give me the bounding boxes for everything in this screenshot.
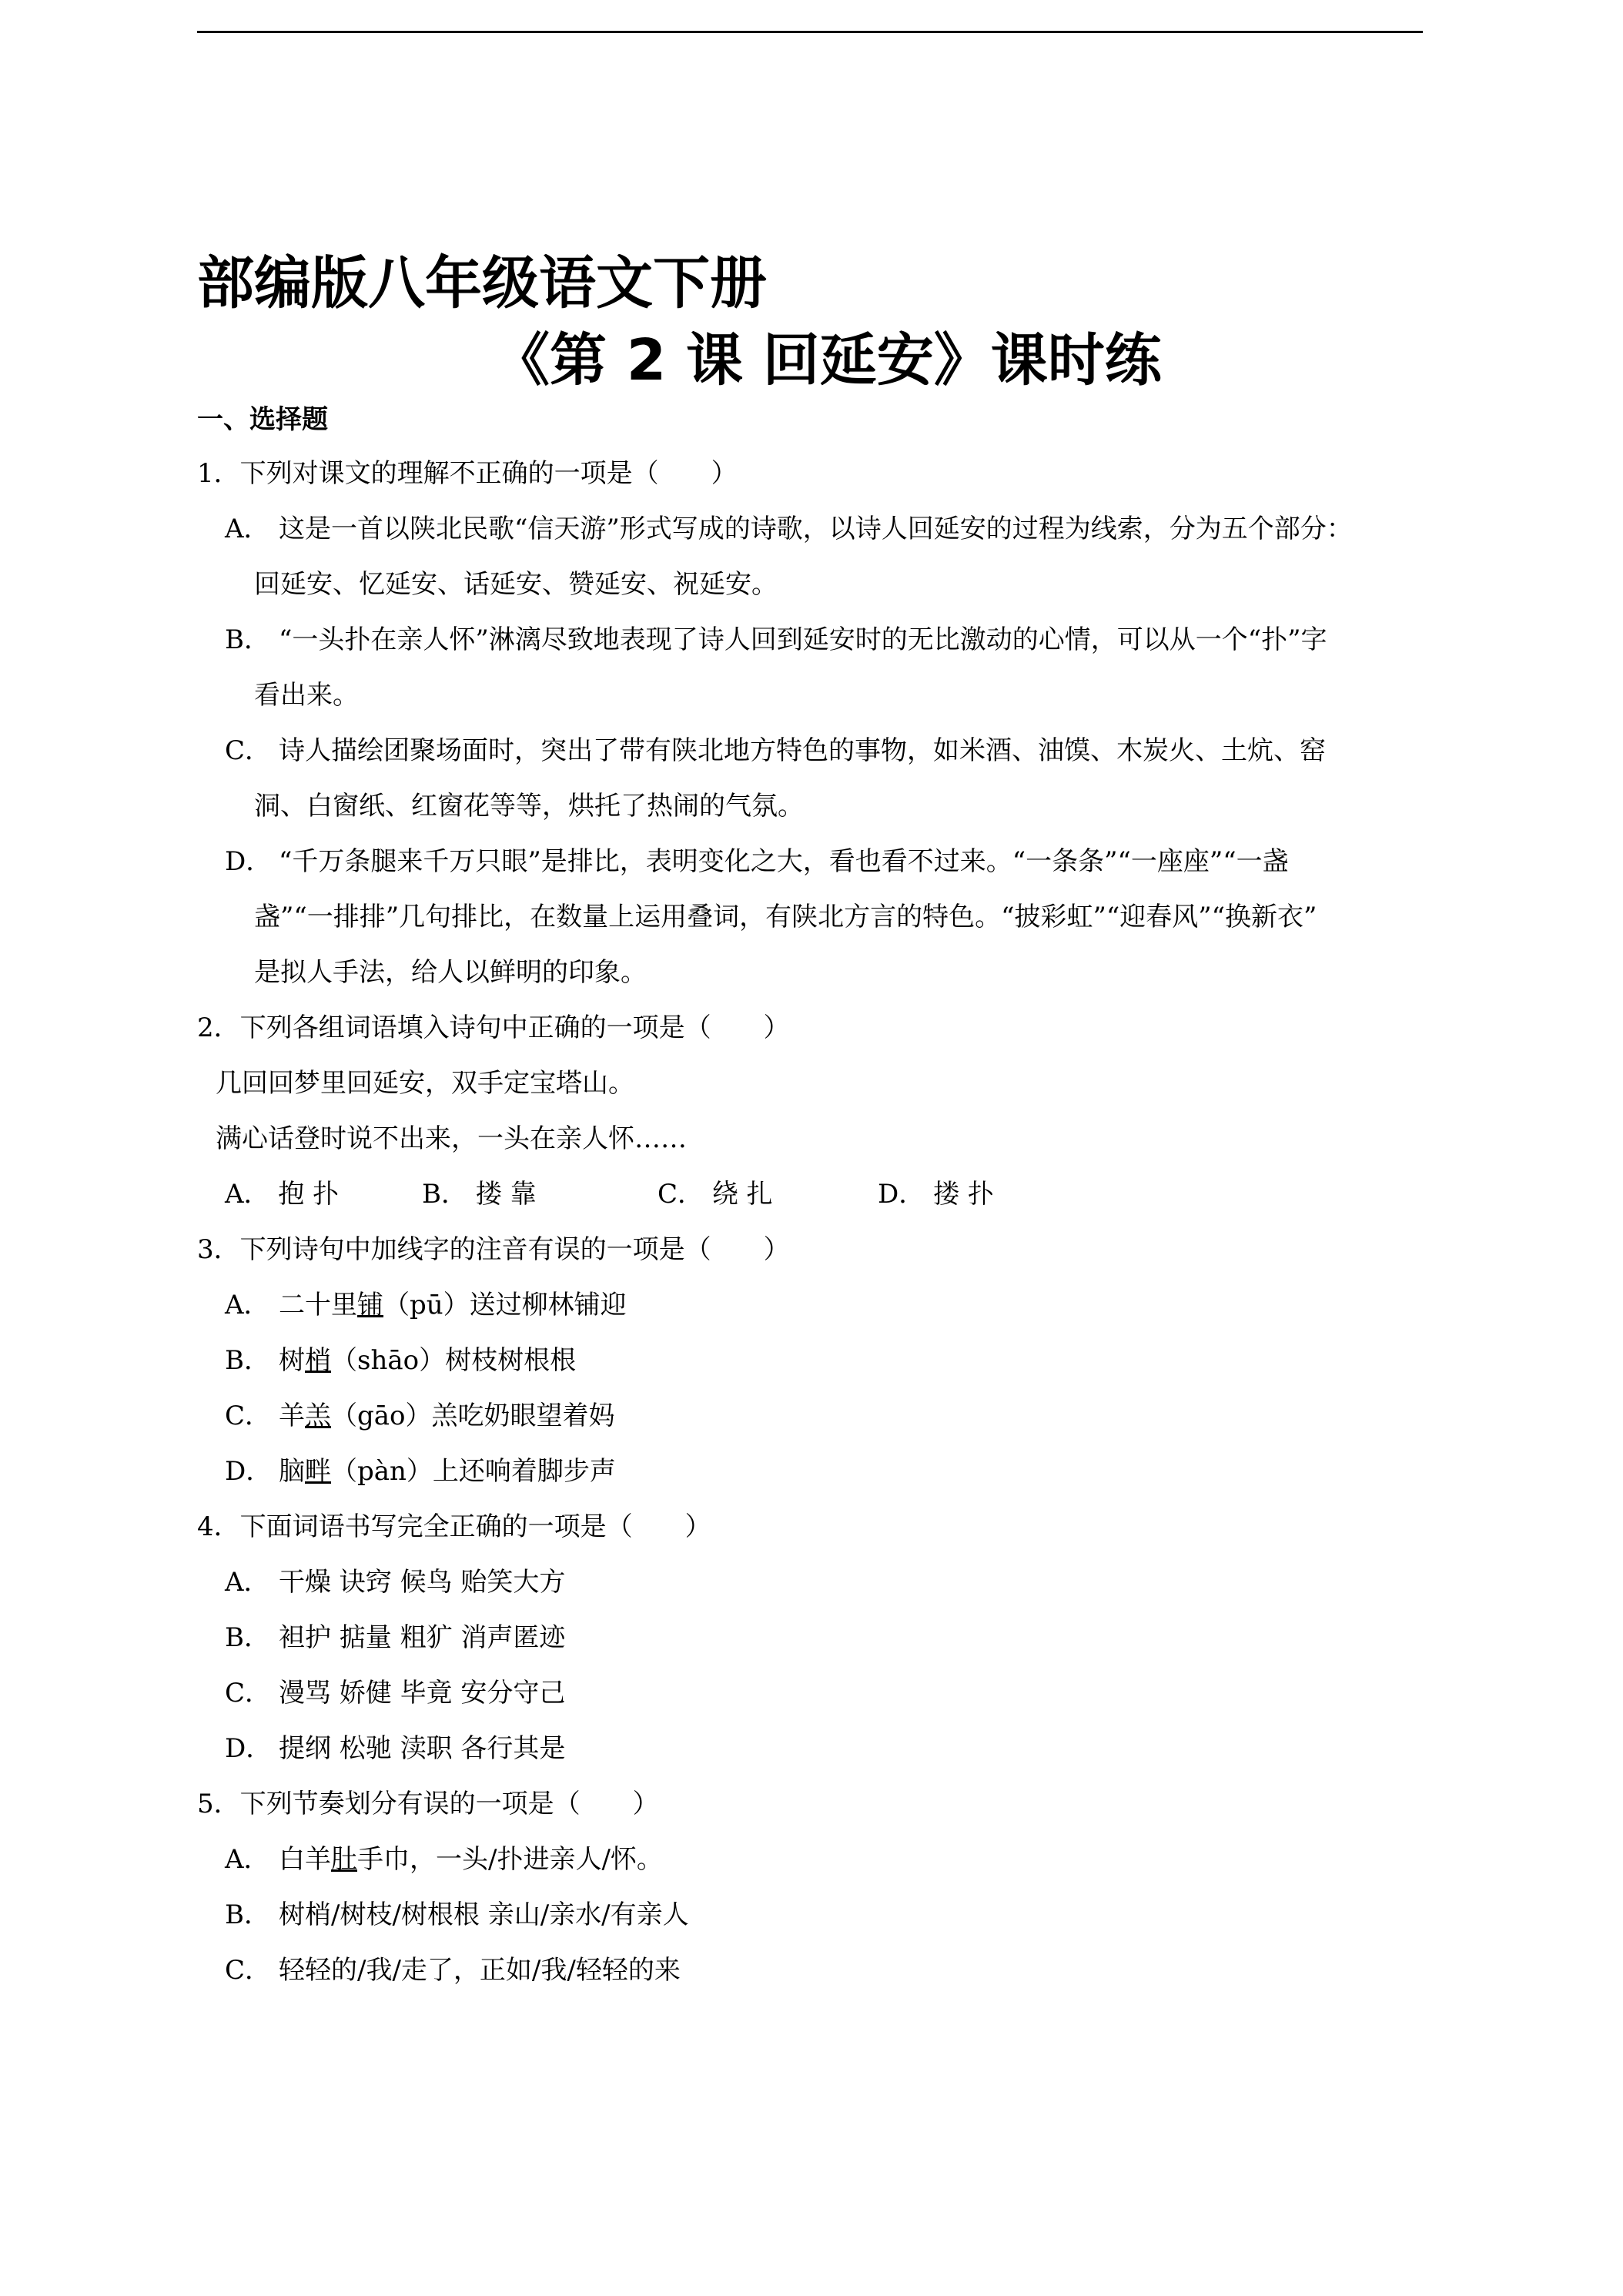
option-letter: D．: [225, 1456, 273, 1487]
option-text: 提纲 松驰 渎职 各行其是: [279, 1733, 566, 1764]
option-text: 二十里: [279, 1290, 357, 1320]
option-text: 袒护 掂量 粗犷 消声匿迹: [279, 1622, 566, 1653]
option-text: 搂 扑: [933, 1179, 994, 1210]
option-letter: A．: [225, 1567, 270, 1598]
option-letter: B．: [225, 1899, 270, 1930]
question-5-option-b: [225, 1896, 689, 1934]
option-letter: B．: [225, 1622, 270, 1653]
question-5-option-a: [225, 1840, 663, 1879]
option-text: “一头扑在亲人怀”淋漓尽致地表现了诗人回到延安时的无比激动的心情，可以从一个“扑”字: [279, 624, 1327, 655]
underlined-char: 畔: [305, 1456, 331, 1487]
option-text: 树梢/树枝/树根根 亲山/亲水/有亲人: [279, 1899, 689, 1930]
option-text: （pàn）上还响着脚步声: [331, 1456, 616, 1487]
question-1-option-d: [225, 842, 1289, 881]
question-4-option-b: [225, 1618, 565, 1657]
question-4-option-d: [225, 1729, 565, 1768]
page-subtitle: 《第 2 课 回延安》课时练: [493, 327, 1162, 393]
question-4-option-c: [225, 1674, 565, 1712]
question-3-option-d: [225, 1452, 616, 1491]
option-text: 绕 扎: [711, 1179, 773, 1210]
option-letter: A．: [225, 1844, 270, 1875]
header-rule: [197, 31, 1423, 33]
option-letter: B．: [422, 1179, 467, 1210]
question-2-option-b: [422, 1175, 537, 1213]
question-3-stem: 3．下列诗句中加线字的注音有误的一项是（ ）: [197, 1234, 790, 1265]
option-text: （gāo）羔吃奶眼望着妈: [331, 1401, 615, 1431]
option-letter: C．: [225, 735, 272, 766]
underlined-char: 梢: [305, 1345, 331, 1376]
question-2-stem: 2．下列各组词语填入诗句中正确的一项是（ ）: [197, 1012, 790, 1043]
question-1-option-a-cont: 回延安、忆延安、话延安、赞延安、祝延安。: [254, 569, 778, 600]
page-title: 部编版八年级语文下册: [197, 250, 767, 316]
option-letter: C．: [658, 1179, 704, 1210]
option-text: 树: [279, 1345, 305, 1376]
question-1-option-b-cont: 看出来。: [254, 680, 359, 711]
option-text: （shāo）树枝树根根: [331, 1345, 577, 1376]
question-2-option-c: [658, 1175, 773, 1213]
question-2-option-a: [225, 1175, 339, 1213]
option-letter: C．: [225, 1401, 272, 1431]
option-text: 诗人描绘团聚场面时，突出了带有陕北地方特色的事物，如米酒、油馍、木炭火、土炕、窑: [279, 735, 1326, 766]
option-letter: C．: [225, 1678, 272, 1709]
option-letter: B．: [225, 1345, 270, 1376]
question-1-option-b: [225, 621, 1327, 659]
option-letter: C．: [225, 1955, 272, 1986]
question-1-stem: 1．下列对课文的理解不正确的一项是（ ）: [197, 458, 738, 489]
option-text: 漫骂 娇健 毕竟 安分守己: [279, 1678, 566, 1709]
question-4-stem: 4．下面词语书写完全正确的一项是（ ）: [197, 1511, 711, 1542]
option-letter: D．: [225, 846, 273, 877]
section-heading: 一、选择题: [197, 404, 328, 435]
option-text: “千万条腿来千万只眼”是排比，表明变化之大，看也看不过来。“一条条”“一座座”“一盏: [279, 846, 1289, 877]
option-text: 干燥 诀窍 候鸟 贻笑大方: [279, 1567, 566, 1598]
option-text: 轻轻的/我/走了，正如/我/轻轻的来: [279, 1955, 681, 1986]
question-5-stem: 5．下列节奏划分有误的一项是（ ）: [197, 1789, 659, 1819]
underlined-char: 羔: [305, 1401, 331, 1431]
underlined-char: 肚: [331, 1844, 357, 1875]
question-1-option-a: [225, 510, 1353, 548]
option-letter: A．: [225, 1290, 270, 1320]
underlined-char: 铺: [357, 1290, 383, 1320]
question-1-option-d-cont: 盏”“一排排”几句排比，在数量上运用叠词，有陕北方言的特色。“披彩虹”“迎春风”“换新衣”: [254, 902, 1317, 932]
option-letter: B．: [225, 624, 270, 655]
question-1-option-d-cont: 是拟人手法，给人以鲜明的印象。: [254, 957, 647, 988]
option-text: （pū）送过柳林铺迎: [383, 1290, 627, 1320]
option-letter: A．: [225, 514, 270, 544]
question-2-option-d: [878, 1175, 994, 1213]
question-2-poem-line: 几回回梦里回延安，双手定宝塔山。: [216, 1068, 634, 1099]
option-text: 白羊: [279, 1844, 331, 1875]
option-letter: D．: [878, 1179, 925, 1210]
option-text: 羊: [279, 1401, 305, 1431]
option-text: 抱 扑: [278, 1179, 340, 1210]
question-3-option-a: [225, 1286, 627, 1324]
question-1-option-c-cont: 洞、白窗纸、红窗花等等，烘托了热闹的气氛。: [254, 791, 804, 822]
option-letter: D．: [225, 1733, 273, 1764]
option-letter: A．: [225, 1179, 270, 1210]
question-2-poem-line: 满心话登时说不出来，一头在亲人怀……: [216, 1123, 687, 1154]
question-1-option-c: [225, 731, 1326, 770]
option-text: 脑: [279, 1456, 305, 1487]
question-5-option-c: [225, 1951, 681, 1990]
question-3-option-c: [225, 1397, 615, 1435]
option-text: 手巾，一头/扑进亲人/怀。: [357, 1844, 663, 1875]
question-3-option-b: [225, 1341, 576, 1380]
question-4-option-a: [225, 1563, 565, 1602]
option-text: 这是一首以陕北民歌“信天游”形式写成的诗歌，以诗人回延安的过程为线索，分为五个部分：: [279, 514, 1353, 544]
option-text: 搂 靠: [475, 1179, 537, 1210]
